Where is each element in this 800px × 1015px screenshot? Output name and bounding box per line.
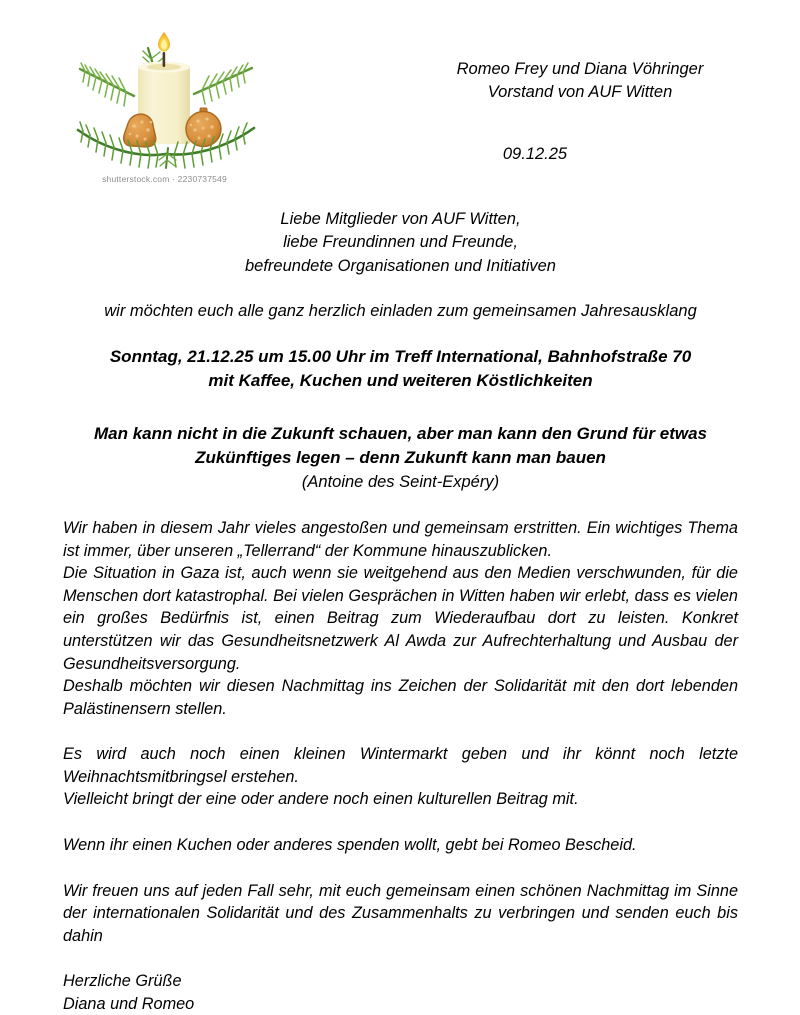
letter-header (0, 0, 800, 200)
closing-names: Diana und Romeo (63, 994, 195, 1013)
event-datetime-location: Sonntag, 21.12.25 um 15.00 Uhr im Treff International, Bahnhofstraße 70 (109, 347, 692, 367)
event-details (63, 345, 738, 393)
salutation-line-1: Liebe Mitglieder von AUF Witten, (280, 210, 521, 228)
quote-line-1: Man kann nicht in die Zukunft schauen, aber man kann den Grund für etwas (93, 423, 708, 443)
closing-greeting: Herzliche Grüße (63, 972, 182, 991)
salutation-line-2: liebe Freundinnen und Freunde, (283, 233, 518, 252)
invitation-intro: wir möchten euch alle ganz herzlich einladen zum gemeinsamen Jahresausklang (104, 302, 697, 321)
body-paragraph-3: Deshalb möchten wir diesen Nachmittag ins Zeichen der Solidarität mit den dort lebenden Palästinensern stellen. (63, 677, 738, 718)
image-credit-watermark: shutterstock.com · 2230737549 (102, 174, 227, 184)
letter-date: 09.12.25 (502, 145, 568, 163)
closing-block (63, 970, 738, 1015)
letter-body (63, 200, 738, 1015)
salutation-block (63, 208, 738, 278)
gingerbread-bauble-cookie (186, 108, 221, 147)
sender-block (380, 58, 780, 104)
body-paragraph-2: Die Situation in Gaza ist, auch wenn sie weitgehend aus den Medien verschwunden, für die Menschen dort katastrophal. Bei vielen Gesprächen in Witten haben wir erlebt, dass es vielen ein großes Bedürfnis ist, einen Beitrag zum Wiederaufbau dort zu leisten. Konkret unterstützen wir das Gesundheitsnetzwerk Al Awda zur Aufrechterhaltung und Ausbau der Gesundheitsversorgung. (63, 564, 738, 673)
header-illustration (62, 22, 267, 197)
salutation-line-3: befreundete Organisationen und Initiativen (245, 256, 556, 275)
body-paragraph-7: Wir freuen uns auf jeden Fall sehr, mit euch gemeinsam einen schönen Nachmittag im Sinne der internationalen Solidarität und des Zusammenhalts zu verbringen und senden euch bis dahin (63, 881, 738, 945)
quote-line-2: Zukünftiges legen – denn Zukunft kann man bauen (195, 447, 606, 467)
sender-role: Vorstand von AUF Witten (487, 82, 673, 101)
christmas-candle-pine-icon (62, 22, 267, 174)
body-paragraph-4: Es wird auch noch einen kleinen Wintermarkt geben und ihr könnt noch letzte Weihnachtsmitbringsel erstehen. (63, 745, 738, 786)
quote-block (63, 422, 738, 495)
event-refreshments: mit Kaffee, Kuchen und weiteren Köstlichkeiten (208, 371, 593, 391)
body-paragraph-5: Vielleicht bringt der eine oder andere noch einen kulturellen Beitrag mit. (63, 790, 579, 809)
body-paragraph-1: Wir haben in diesem Jahr vieles angestoßen und gemeinsam erstritten. Ein wichtiges Thema ist immer, über unseren „Tellerrand“ der Kommune hinauszublicken. (63, 519, 738, 560)
body-paragraph-6: Wenn ihr einen Kuchen oder anderes spenden wollt, gebt bei Romeo Bescheid. (63, 835, 637, 854)
sender-names: Romeo Frey und Diana Vöhringer (456, 60, 704, 78)
quote-author: (Antoine des Seint-Expéry) (301, 472, 500, 491)
